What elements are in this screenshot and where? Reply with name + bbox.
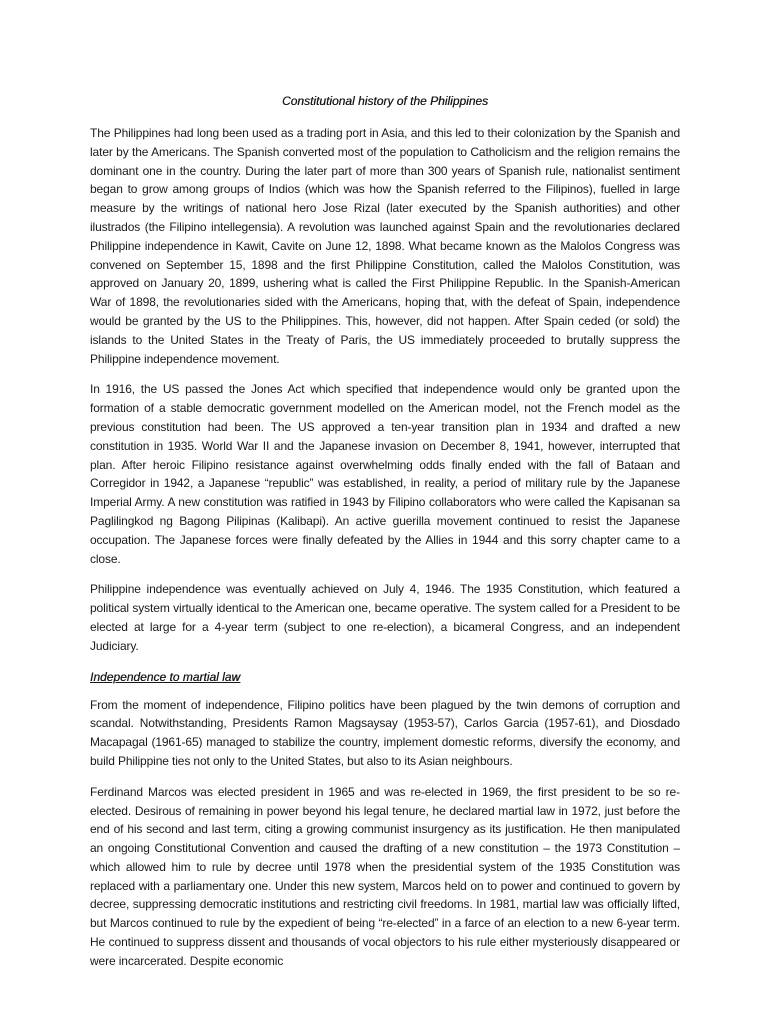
paragraph-spanish-colonization: The Philippines had long been used as a trading port in Asia, and this led to their colonization by the Spanish and later by the Americans. The Spanish converted most of the population to Catholicism and the religion remains the dominant one in the country. During the later part of more than 300 years of Spanish rule, nationalist sentiment began to grow among groups of Indios (which was how the Spanish referred to the Filipinos), fuelled in large measure by the writings of national hero Jose Rizal (later executed by the Spanish authorities) and other ilustrados (the Filipino intellegensia). A revolution was launched against Spain and the revolutionaries declared Philippine independence in Kawit, Cavite on June 12, 1898. What became known as the Malolos Congress was convened on September 15, 1898 and the first Philippine Constitution, called the Malolos Constitution, was approved on January 20, 1899, ushering what is called the First Philippine Republic. In the Spanish-American War of 1898, the revolutionaries sided with the Americans, hoping that, with the defeat of Spain, independence would be granted by the US to the Philippines. This, however, did not happen. After Spain ceded (or sold) the islands to the United States in the Treaty of Paris, the US immediately proceeded to brutally suppress the Philippine independence movement.	[90, 126, 680, 366]
paragraph-american-period: In 1916, the US passed the Jones Act which specified that independence would only be granted upon the formation of a stable democratic government modelled on the American model, not the French model as the previous constitution had been. The US approved a ten-year transition plan in 1934 and drafted a new constitution in 1935. World War II and the Japanese invasion on December 8, 1941, however, interrupted that plan. After heroic Filipino resistance against overwhelming odds finally ended with the fall of Bataan and Corregidor in 1942, a Japanese “republic” was established, in reality, a period of military rule by the Japanese Imperial Army. A new constitution was ratified in 1943 by Filipino collaborators who were called the Kapisanan sa Paglilingkod ng Bagong Pilipinas (Kalibapi). An active guerilla movement continued to resist the Japanese occupation. The Japanese forces were finally defeated by the Allies in 1944 and this sorry chapter came to a close.	[90, 382, 680, 566]
section-heading-martial-law: Independence to martial law	[90, 669, 241, 684]
paragraph-post-independence: From the moment of independence, Filipino politics have been plagued by the twin demons of corruption and scandal. Notwithstanding, Presidents Ramon Magsaysay (1953-57), Carlos Garcia (1957-61), and Diosdado Macapagal (1961-65) managed to stabilize the country, implement domestic reforms, diversify the economy, and build Philippine ties not only to the United States, but also to its Asian neighbours.	[90, 697, 680, 768]
paragraph-marcos: Ferdinand Marcos was elected president in 1965 and was re-elected in 1969, the first president to be so re-elected. Desirous of remaining in power beyond his legal tenure, he declared martial law in 1972, just before the end of his second and last term, citing a growing communist insurgency as its justification. He then manipulated an ongoing Constitutional Convention and caused the drafting of a new constitution – the 1973 Constitution – which allowed him to rule by decree until 1978 when the presidential system of the 1935 Constitution was replaced with a parliamentary one. Under this new system, Marcos held on to power and continued to govern by decree, suppressing democratic institutions and restricting civil freedoms. In 1981, martial law was officially lifted, but Marcos continued to rule by the expedient of being “re-elected” in a farce of an election to a new 6-year term. He continued to suppress dissent and thousands of vocal objectors to his rule either mysteriously disappeared or were incarcerated. Despite economic	[90, 784, 680, 968]
document-title: Constitutional history of the Philippines	[281, 94, 489, 108]
paragraph-independence: Philippine independence was eventually achieved on July 4, 1946. The 1935 Constitution, which featured a political system virtually identical to the American one, became operative. The system called for a President to be elected at large for a 4-year term (subject to one re-election), a bicameral Congress, and an independent Judiciary.	[90, 582, 680, 653]
document-page	[90, 92, 680, 1024]
